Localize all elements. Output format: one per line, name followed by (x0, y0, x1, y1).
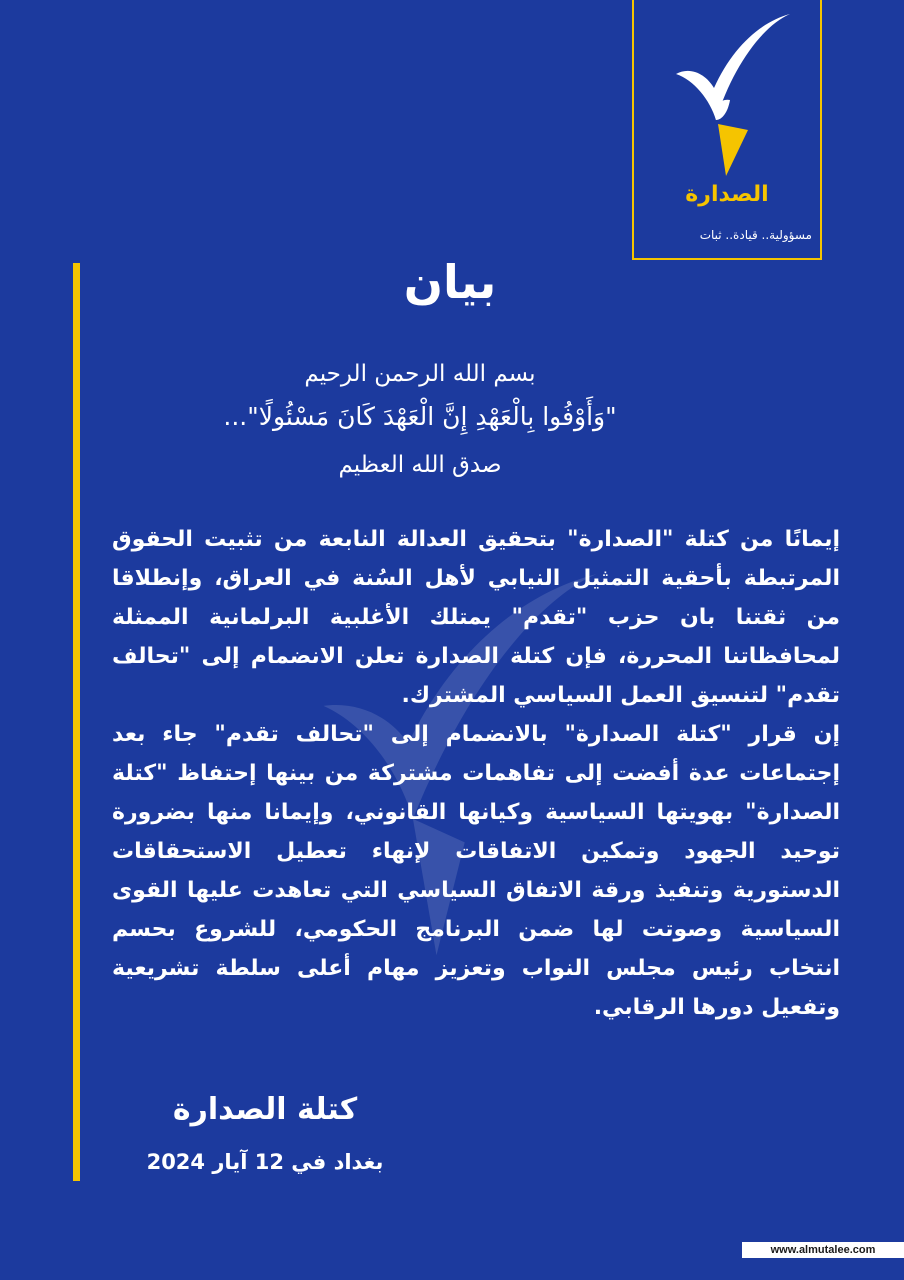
party-logo (632, 0, 822, 260)
dateline: بغداد في 12 آيار 2024 (146, 1150, 384, 1174)
dove-check-logo-icon (672, 8, 792, 178)
page-title: بيان (403, 255, 497, 309)
statement-body (112, 520, 840, 1027)
quran-verse: "وَأَوْفُوا بِالْعَهْدِ إِنَّ الْعَهْدَ كَانَ مَسْئُولًا"... (223, 402, 617, 431)
basmala: بسم الله الرحمن الرحيم (304, 361, 536, 387)
logo-name: الصدارة (685, 182, 769, 207)
statement-paragraph-1: إيمانًا من كتلة "الصدارة" بتحقيق العدالة النابعة من تثبيت الحقوق المرتبطة بأحقية التمثيل النيابي لأهل السُنة في العراق، وإنطلاقا من ثقتنا بان حزب "تقدم" يمتلك الأغلبية البرلمانية الممثلة لمحافظاتنا المحررة، فإن كتلة الصدارة تعلن الانضمام إلى "تحالف تقدم" لتنسيق العمل السياسي المشترك. (112, 527, 840, 708)
source-website-label: www.almutalee.com (742, 1242, 904, 1258)
signature: كتلة الصدارة (172, 1092, 358, 1127)
statement-paragraph-2: إن قرار "كتلة الصدارة" بالانضمام إلى "تحالف تقدم" جاء بعد إجتماعات عدة أفضت إلى تفاهمات مشتركة من بينها إحتفاظ "كتلة الصدارة" بهويتها السياسية وكيانها القانوني، وإيمانا منها بضرورة توحيد الجهود وتمكين الاتفاقات لإنهاء تعطيل الاستحقاقات الدستورية وتنفيذ ورقة الاتفاق السياسي التي تعاهدت عليها القوى السياسية وصوتت لها ضمن البرنامج الحكومي، للشروع بحسم انتخاب رئيس مجلس النواب وتعزيز مهام أعلى سلطة تشريعية وتفعيل دورها الرقابي. (112, 722, 840, 1020)
logo-slogan: مسؤولية.. قيادة.. ثبات (699, 228, 812, 242)
accent-bar (73, 263, 80, 1181)
verse-closing: صدق الله العظيم (338, 452, 502, 478)
